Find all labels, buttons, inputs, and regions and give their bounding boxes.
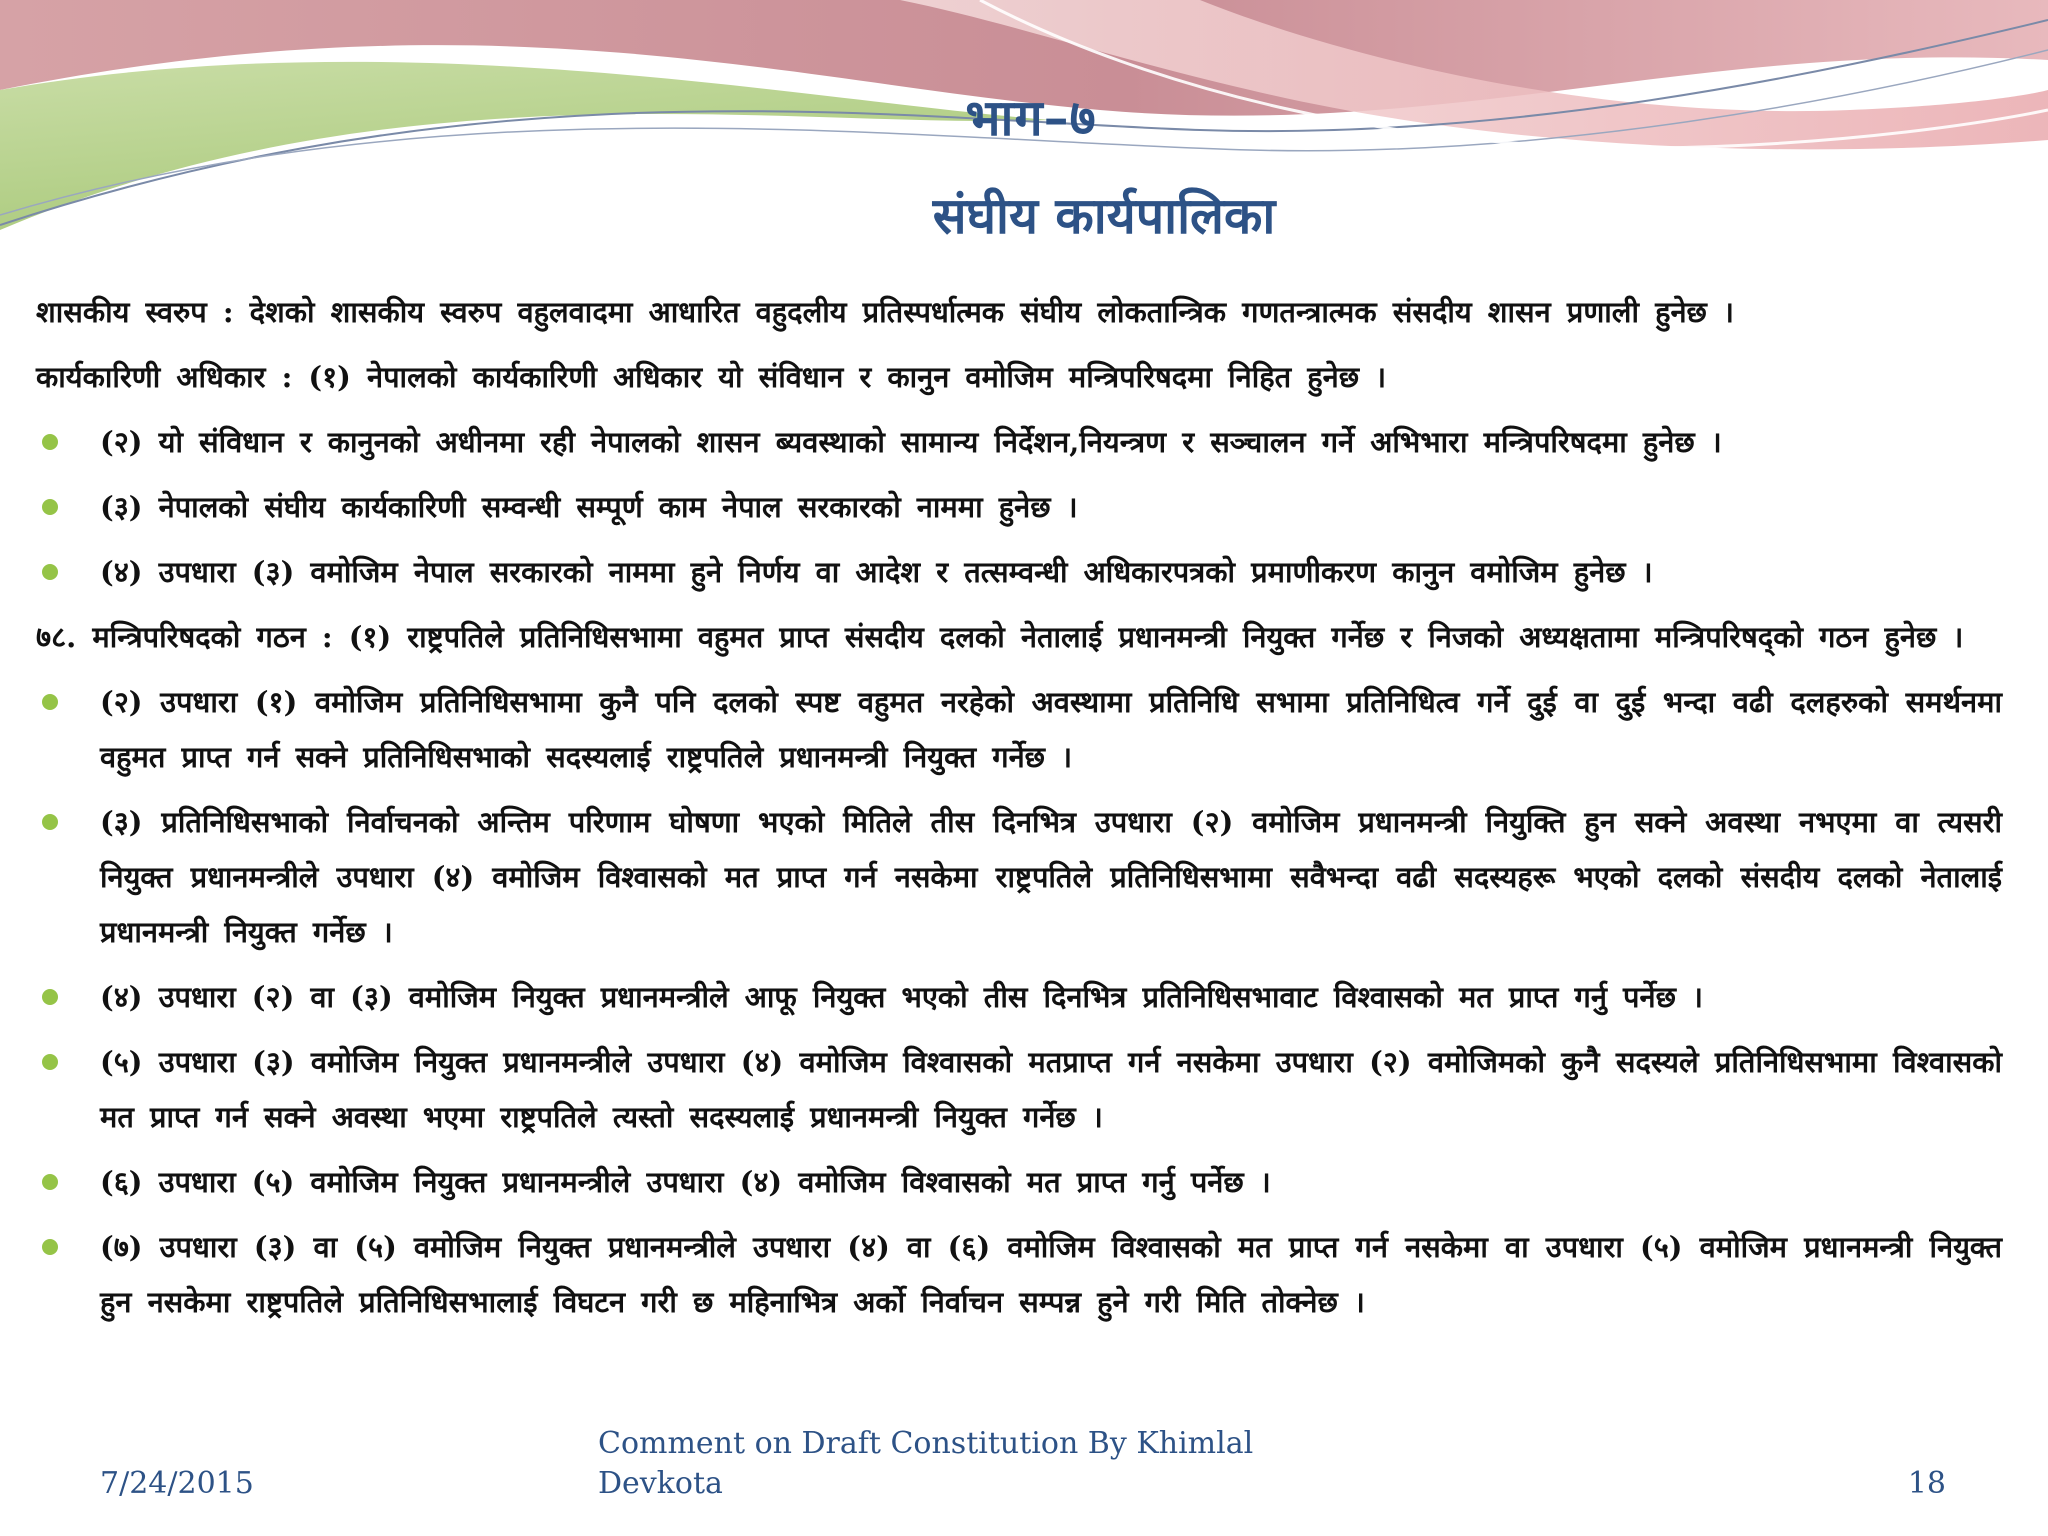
bullet-text: (४) उपधारा (३) वमोजिम नेपाल सरकारको नाममा हुने निर्णय वा आदेश र तत्सम्वन्धी अधिकारपत्रको प्रमाणीकरण कानुन वमोजिम हुनेछ । — [100, 555, 1653, 589]
bullet-dot-icon — [42, 564, 58, 580]
bullet-item — [36, 480, 2002, 535]
bullet-dot-icon — [42, 814, 58, 830]
bullet-dot-icon — [42, 694, 58, 710]
bullet-item — [36, 1035, 2002, 1145]
bullet-item — [36, 970, 2002, 1025]
bullet-dot-icon — [42, 434, 58, 450]
bullet-text: (३) प्रतिनिधिसभाको निर्वाचनको अन्तिम परिणाम घोषणा भएको मितिले तीस दिनभित्र उपधारा (२) वमोजिम प्रधानमन्त्री नियुक्ति हुन सक्ने अवस्था नभएमा वा त्यसरी नियुक्त प्रधानमन्त्रीले उपधारा (४) वमोजिम विश्वासको मत प्राप्त गर्न नसकेमा राष्ट्रपतिले प्रतिनिधिसभामा सवैभन्दा वढी सदस्यहरू भएको दलको संसदीय दलको नेतालाई प्रधानमन्त्री नियुक्त गर्नेछ । — [100, 805, 2002, 949]
bullet-text: (५) उपधारा (३) वमोजिम नियुक्त प्रधानमन्त्रीले उपधारा (४) वमोजिम विश्वासको मतप्राप्त गर्न नसकेमा उपधारा (२) वमोजिमको कुनै सदस्यले प्रतिनिधिसभामा विश्वासको मत प्राप्त गर्न सक्ने अवस्था भएमा राष्ट्रपतिले त्यस्तो सदस्यलाई प्रधानमन्त्री नियुक्त गर्नेछ । — [100, 1045, 2002, 1134]
bullet-item — [36, 795, 2002, 960]
bullet-item — [36, 1220, 2002, 1330]
slide-content — [36, 285, 2002, 1340]
paragraph-text: कार्यकारिणी अधिकार : (१) नेपालको कार्यकारिणी अधिकार यो संविधान र कानुन वमोजिम मन्त्रिपरिषदमा निहित हुनेछ । — [36, 360, 1387, 394]
bullet-text: (२) यो संविधान र कानुनको अधीनमा रही नेपालको शासन ब्यवस्थाको सामान्य निर्देशन,नियन्त्रण र सञ्चालन गर्ने अभिभारा मन्त्रिपरिषदमा हुनेछ । — [100, 425, 1722, 459]
footer-note: Comment on Draft Constitution By Khimlal Devkota — [598, 1426, 1254, 1501]
paragraph — [36, 285, 2002, 340]
bullet-item — [36, 1155, 2002, 1210]
slide-number: 18 — [1907, 1466, 1946, 1501]
bullet-item — [36, 675, 2002, 785]
bullet-text: (४) उपधारा (२) वा (३) वमोजिम नियुक्त प्रधानमन्त्रीले आफू नियुक्त भएको तीस दिनभित्र प्रतिनिधिसभावाट विश्वासको मत प्राप्त गर्नु पर्नेछ । — [100, 980, 1703, 1014]
bullet-dot-icon — [42, 1239, 58, 1255]
bullet-text: (६) उपधारा (५) वमोजिम नियुक्त प्रधानमन्त्रीले उपधारा (४) वमोजिम विश्वासको मत प्राप्त गर्नु पर्नेछ । — [100, 1165, 1271, 1199]
bullet-dot-icon — [42, 1054, 58, 1070]
bullet-item — [36, 545, 2002, 600]
paragraph-text: ७८. मन्त्रिपरिषदको गठन : (१) राष्ट्रपतिले प्रतिनिधिसभामा वहुमत प्राप्त संसदीय दलको नेतालाई प्रधानमन्त्री नियुक्त गर्नेछ र निजको अध्यक्षतामा मन्त्रिपरिषद्को गठन हुनेछ । — [36, 620, 1964, 654]
paragraph-text: शासकीय स्वरुप : देशको शासकीय स्वरुप वहुलवादमा आधारित वहुदलीय प्रतिस्पर्धात्मक संघीय लोकतान्त्रिक गणतन्त्रात्मक संसदीय शासन प्रणाली हुनेछ । — [36, 295, 1734, 329]
paragraph — [36, 610, 2002, 665]
bullet-text: (३) नेपालको संघीय कार्यकारिणी सम्वन्धी सम्पूर्ण काम नेपाल सरकारको नाममा हुनेछ । — [100, 490, 1078, 524]
bullet-dot-icon — [42, 989, 58, 1005]
bullet-text: (७) उपधारा (३) वा (५) वमोजिम नियुक्त प्रधानमन्त्रीले उपधारा (४) वा (६) वमोजिम विश्वासको मत प्राप्त गर्न नसकेमा वा उपधारा (५) वमोजिम प्रधानमन्त्री नियुक्त हुन नसकेमा राष्ट्रपतिले प्रतिनिधिसभालाई विघटन गरी छ महिनाभित्र अर्को निर्वाचन सम्पन्न हुने गरी मिति तोक्नेछ । — [100, 1230, 2002, 1319]
slide-title: संघीय कार्यपालिका — [932, 186, 1276, 245]
bullet-dot-icon — [42, 1174, 58, 1190]
bullet-dot-icon — [42, 499, 58, 515]
footer-date: 7/24/2015 — [100, 1466, 254, 1501]
paragraph — [36, 350, 2002, 405]
bullet-text: (२) उपधारा (१) वमोजिम प्रतिनिधिसभामा कुनै पनि दलको स्पष्ट वहुमत नरहेको अवस्थामा प्रतिनिधि सभामा प्रतिनिधित्व गर्ने दुई वा दुई भन्दा वढी दलहरुको समर्थनमा वहुमत प्राप्त गर्न सक्ने प्रतिनिधिसभाको सदस्यलाई राष्ट्रपतिले प्रधानमन्त्री नियुक्त गर्नेछ । — [100, 685, 2002, 774]
bullet-item — [36, 415, 2002, 470]
slide-part-title: भाग–७ — [965, 88, 1097, 147]
